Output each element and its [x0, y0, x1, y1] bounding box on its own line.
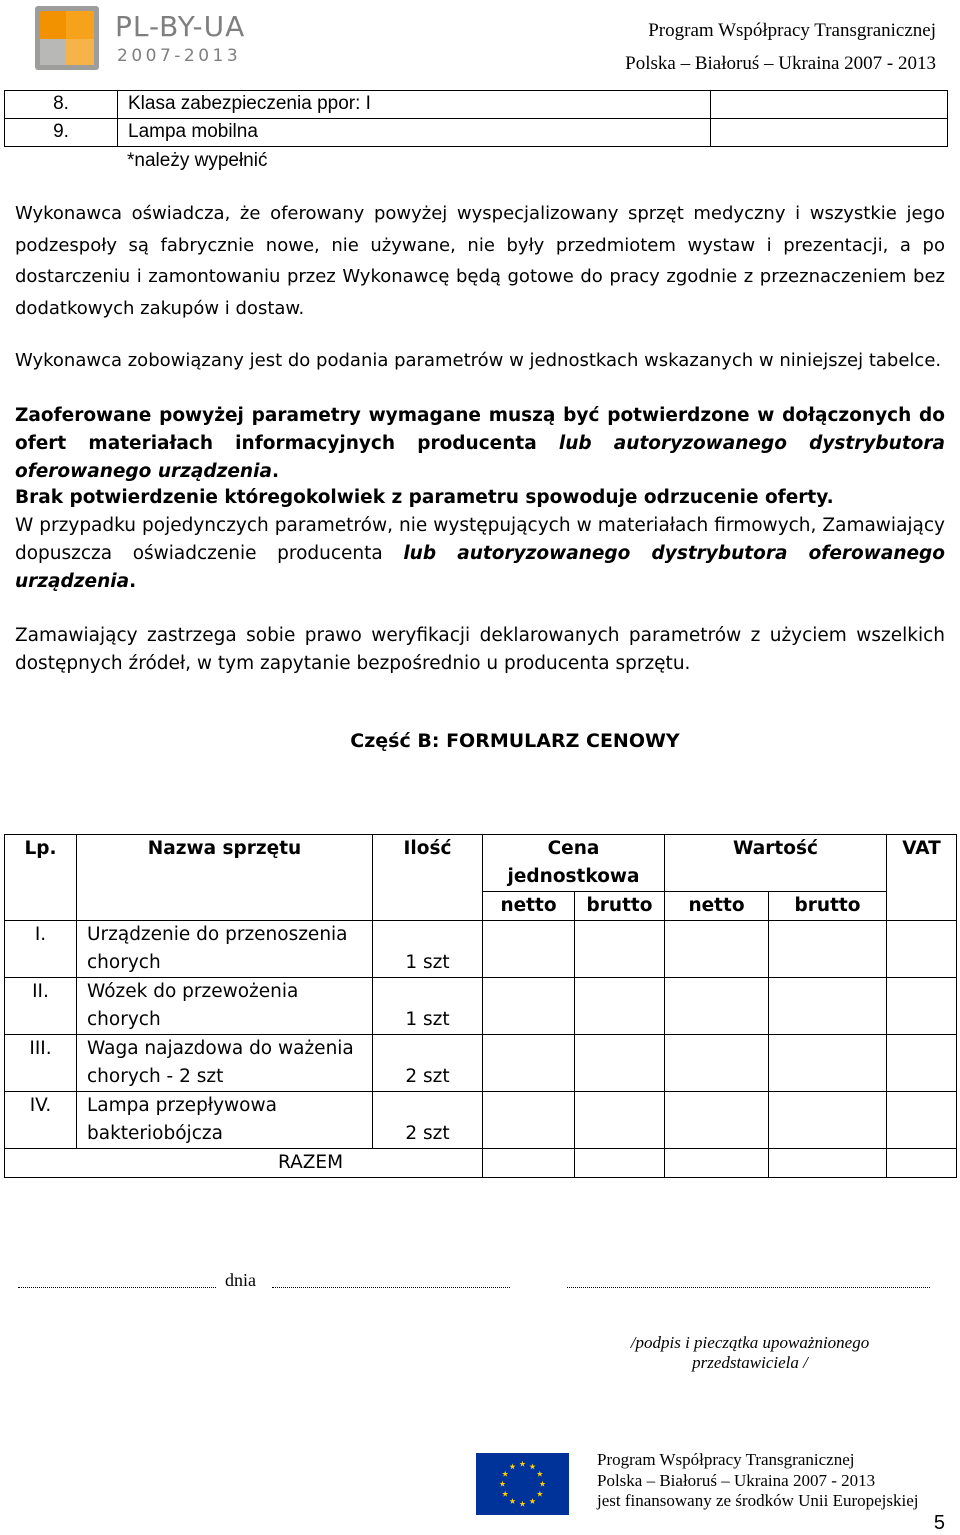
row-name-line-2: bakteriobójcza: [87, 1123, 223, 1144]
total-unit-netto-cell[interactable]: [483, 1149, 575, 1178]
unit-netto-cell[interactable]: [483, 1035, 575, 1092]
total-vat-cell[interactable]: [887, 1149, 957, 1178]
specification-table: [4, 90, 948, 147]
units-paragraph: Wykonawca zobowiązany jest do podania parametrów w jednostkach wskazanych w niniejszej tabelce.: [15, 350, 942, 371]
program-logo: [35, 6, 250, 70]
section-title: Część B: FORMULARZ CENOWY: [350, 730, 680, 752]
footer-line-2: Polska – Białoruś – Ukraina 2007 - 2013: [597, 1470, 876, 1490]
row-name-line-1: Waga najazdowa do ważenia: [87, 1038, 354, 1059]
confirmation-end: .: [271, 461, 279, 482]
signature-caption: [560, 1333, 940, 1373]
row-name-line-1: Urządzenie do przenoszenia: [87, 924, 348, 945]
table-row: [5, 978, 957, 1035]
table-row: [5, 1092, 957, 1149]
unit-brutto-cell[interactable]: [575, 921, 665, 978]
row-number: 9.: [5, 119, 118, 147]
row-lp: III.: [5, 1035, 77, 1092]
confirmation-paragraph: [15, 402, 945, 486]
header-value: Wartość: [665, 835, 887, 892]
value-cell[interactable]: [711, 119, 948, 147]
total-label: [5, 1149, 483, 1178]
row-name: [77, 1092, 373, 1149]
row-number: 8.: [5, 91, 118, 119]
row-name: [77, 921, 373, 978]
header-unit-price: Cena jednostkowa: [483, 835, 665, 892]
value-netto-cell[interactable]: [665, 1035, 769, 1092]
fill-note: *należy wypełnić: [127, 150, 268, 171]
value-brutto-cell[interactable]: [769, 921, 887, 978]
row-lp: II.: [5, 978, 77, 1035]
unit-netto-cell[interactable]: [483, 921, 575, 978]
row-name-line-1: Wózek do przewożenia: [87, 981, 299, 1002]
row-name: [77, 978, 373, 1035]
table-header-row: [5, 835, 957, 892]
header-lp: Lp.: [5, 835, 77, 921]
date-label: dnia: [225, 1270, 256, 1290]
row-lp: I.: [5, 921, 77, 978]
header-value-brutto: brutto: [769, 892, 887, 921]
total-row: [5, 1149, 957, 1178]
row-name-line-2: chorych: [87, 1009, 161, 1030]
footer-program-text: [597, 1450, 919, 1512]
row-name-line-2: chorych: [87, 952, 161, 973]
table-row: [5, 91, 948, 119]
total-value-netto-cell[interactable]: [665, 1149, 769, 1178]
verification-paragraph: Zamawiający zastrzega sobie prawo weryfikacji deklarowanych parametrów z użyciem wszelkich dostępnych źródeł, w tym zapytanie bezpośrednio u producenta sprzętu.: [15, 625, 945, 674]
header-unit-brutto: brutto: [575, 892, 665, 921]
table-row: [5, 119, 948, 147]
logo-years: 2007-2013: [117, 46, 242, 66]
single-parameters-end: .: [129, 571, 137, 592]
unit-netto-cell[interactable]: [483, 978, 575, 1035]
value-brutto-cell[interactable]: [769, 978, 887, 1035]
value-cell[interactable]: [711, 91, 948, 119]
signature-caption-line-1: /podpis i pieczątka upoważnionego: [630, 1333, 870, 1352]
rejection-paragraph: Brak potwierdzenie któregokolwiek z parametru spowoduje odrzucenie oferty.: [15, 487, 834, 508]
header-line-2: Polska – Białoruś – Ukraina 2007 - 2013: [625, 53, 936, 74]
single-parameters-italic: lub autoryzowanego dystrybutora oferowanego urządzenia: [15, 543, 945, 592]
vat-cell[interactable]: [887, 1092, 957, 1149]
footer-line-3: jest finansowany ze środków Unii Europejskiej: [597, 1491, 919, 1510]
unit-brutto-cell[interactable]: [575, 1035, 665, 1092]
declaration-paragraph: Wykonawca oświadcza, że oferowany powyżej wyspecjalizowany sprzęt medyczny i wszystkie jego podzespoły są fabrycznie nowe, nie używane, nie były przedmiotem wystaw i prezentacji, a po dostarczeniu i zamontowaniu przez Wykonawcę będą gotowe do pracy zgodnie z przeznaczeniem bez dodatkowych zakupów i dostaw.: [15, 203, 945, 319]
row-qty: 1 szt: [373, 921, 483, 978]
single-parameters-paragraph: [15, 512, 945, 596]
place-field[interactable]: [18, 1286, 216, 1288]
unit-netto-cell[interactable]: [483, 1092, 575, 1149]
row-name-line-2: chorych - 2 szt: [87, 1066, 224, 1087]
signature-caption-line-2: przedstawiciela /: [692, 1353, 808, 1372]
unit-brutto-cell[interactable]: [575, 978, 665, 1035]
table-row: [5, 921, 957, 978]
value-netto-cell[interactable]: [665, 921, 769, 978]
value-brutto-cell[interactable]: [769, 1092, 887, 1149]
total-label-text: RAZEM: [278, 1152, 344, 1173]
row-text: Klasa zabezpieczenia ppor: I: [118, 91, 711, 119]
logo-mark-icon: [35, 6, 99, 70]
header-line-1: Program Współpracy Transgranicznej: [648, 20, 936, 41]
page-number: 5: [933, 1512, 945, 1534]
value-netto-cell[interactable]: [665, 978, 769, 1035]
eu-flag-icon: [476, 1453, 569, 1515]
row-name-line-1: Lampa przepływowa: [87, 1095, 277, 1116]
total-unit-brutto-cell[interactable]: [575, 1149, 665, 1178]
row-lp: IV.: [5, 1092, 77, 1149]
table-row: [5, 1035, 957, 1092]
single-parameters-text: W przypadku pojedynczych parametrów, nie występujących w materiałach firmowych, Zamawiający dopuszcza oświadczenie producenta: [15, 515, 945, 564]
price-table: [4, 834, 957, 1178]
confirmation-text: Zaoferowane powyżej parametry wymagane muszą być potwierdzone w dołączonych do ofert materiałach informacyjnych producenta: [15, 405, 945, 454]
signature-field[interactable]: [567, 1286, 930, 1288]
row-qty: 2 szt: [373, 1035, 483, 1092]
header-vat: VAT: [887, 835, 957, 921]
vat-cell[interactable]: [887, 1035, 957, 1092]
header-program-title: [625, 14, 936, 80]
row-qty: 2 szt: [373, 1092, 483, 1149]
vat-cell[interactable]: [887, 978, 957, 1035]
date-field[interactable]: [272, 1286, 510, 1288]
header-unit-netto: netto: [483, 892, 575, 921]
row-text: Lampa mobilna: [118, 119, 711, 147]
footer-line-1: Program Współpracy Transgranicznej: [597, 1450, 855, 1469]
vat-cell[interactable]: [887, 921, 957, 978]
row-name: [77, 1035, 373, 1092]
value-brutto-cell[interactable]: [769, 1035, 887, 1092]
header-qty: Ilość: [373, 835, 483, 921]
header-value-netto: netto: [665, 892, 769, 921]
total-value-brutto-cell[interactable]: [769, 1149, 887, 1178]
header-name: Nazwa sprzętu: [77, 835, 373, 921]
confirmation-italic: lub autoryzowanego dystrybutora oferowanego urządzenia: [15, 433, 945, 482]
value-netto-cell[interactable]: [665, 1092, 769, 1149]
unit-brutto-cell[interactable]: [575, 1092, 665, 1149]
logo-text: PL-BY-UA: [115, 10, 246, 43]
row-qty: 1 szt: [373, 978, 483, 1035]
